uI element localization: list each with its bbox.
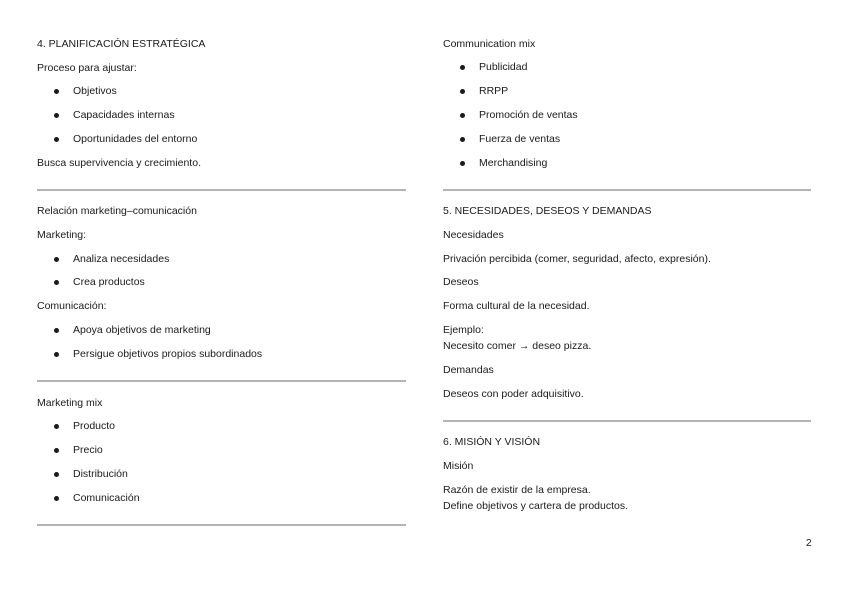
section-heading-necesidades: 5. NECESIDADES, DESEOS Y DEMANDAS [443,205,652,217]
bullet-icon [54,496,59,501]
bullet-icon [54,328,59,333]
list-item: Producto [73,420,116,432]
list-item: Merchandising [479,157,548,169]
section-divider [443,420,811,422]
section-divider [443,189,811,191]
list-item: Analiza necesidades [73,253,170,265]
necesidades-label: Necesidades [443,229,504,241]
list-item: RRPP [479,85,509,97]
bullet-icon [54,89,59,94]
list-item: Objetivos [73,85,117,97]
mision-line-2: Define objetivos y cartera de productos. [443,500,629,512]
bullet-icon [460,113,465,118]
list-item: Apoya objetivos de marketing [73,324,211,336]
bullet-icon [54,448,59,453]
list-item: Publicidad [479,61,528,73]
list-item: Oportunidades del entorno [73,133,198,145]
demandas-label: Demandas [443,364,494,376]
marketing-label: Marketing: [37,229,87,241]
list-item: Fuerza de ventas [479,133,561,145]
planificacion-closing: Busca supervivencia y crecimiento. [37,157,201,169]
bullet-icon [54,280,59,285]
bullet-icon [54,424,59,429]
demandas-text: Deseos con poder adquisitivo. [443,388,584,400]
bullet-icon [54,113,59,118]
ejemplo-text: Necesito comer → deseo pizza. [443,340,592,352]
bullet-icon [460,137,465,142]
list-item: Persigue objetivos propios subordinados [73,348,263,360]
bullet-icon [460,161,465,166]
bullet-icon [54,137,59,142]
deseos-label: Deseos [443,276,479,288]
list-item: Precio [73,444,103,456]
section-divider [37,380,406,382]
section-heading-marketing-mix: Marketing mix [37,397,103,409]
bullet-icon [54,472,59,477]
ejemplo-label: Ejemplo: [443,324,484,336]
bullet-icon [54,352,59,357]
page-number: 2 [806,538,812,549]
section-heading-relacion: Relación marketing–comunicación [37,205,197,217]
list-item: Capacidades internas [73,109,175,121]
bullet-icon [460,65,465,70]
deseos-text: Forma cultural de la necesidad. [443,300,590,312]
bullet-icon [54,257,59,262]
list-item: Distribución [73,468,128,480]
list-item: Comunicación [73,492,140,504]
mision-label: Misión [443,460,474,472]
section-divider [37,189,406,191]
list-item: Crea productos [73,276,145,288]
list-item: Promoción de ventas [479,109,578,121]
section-heading-mision: 6. MISIÓN Y VISIÓN [443,436,541,448]
comunicacion-label: Comunicación: [37,300,107,312]
bullet-icon [460,89,465,94]
planificacion-intro: Proceso para ajustar: [37,62,137,74]
section-heading-communication-mix: Communication mix [443,38,536,50]
mision-line-1: Razón de existir de la empresa. [443,484,591,496]
section-heading-planificacion: 4. PLANIFICACIÓN ESTRATÉGICA [37,38,206,50]
section-divider [37,524,406,526]
necesidades-text: Privación percibida (comer, seguridad, afecto, expresión). [443,253,711,265]
